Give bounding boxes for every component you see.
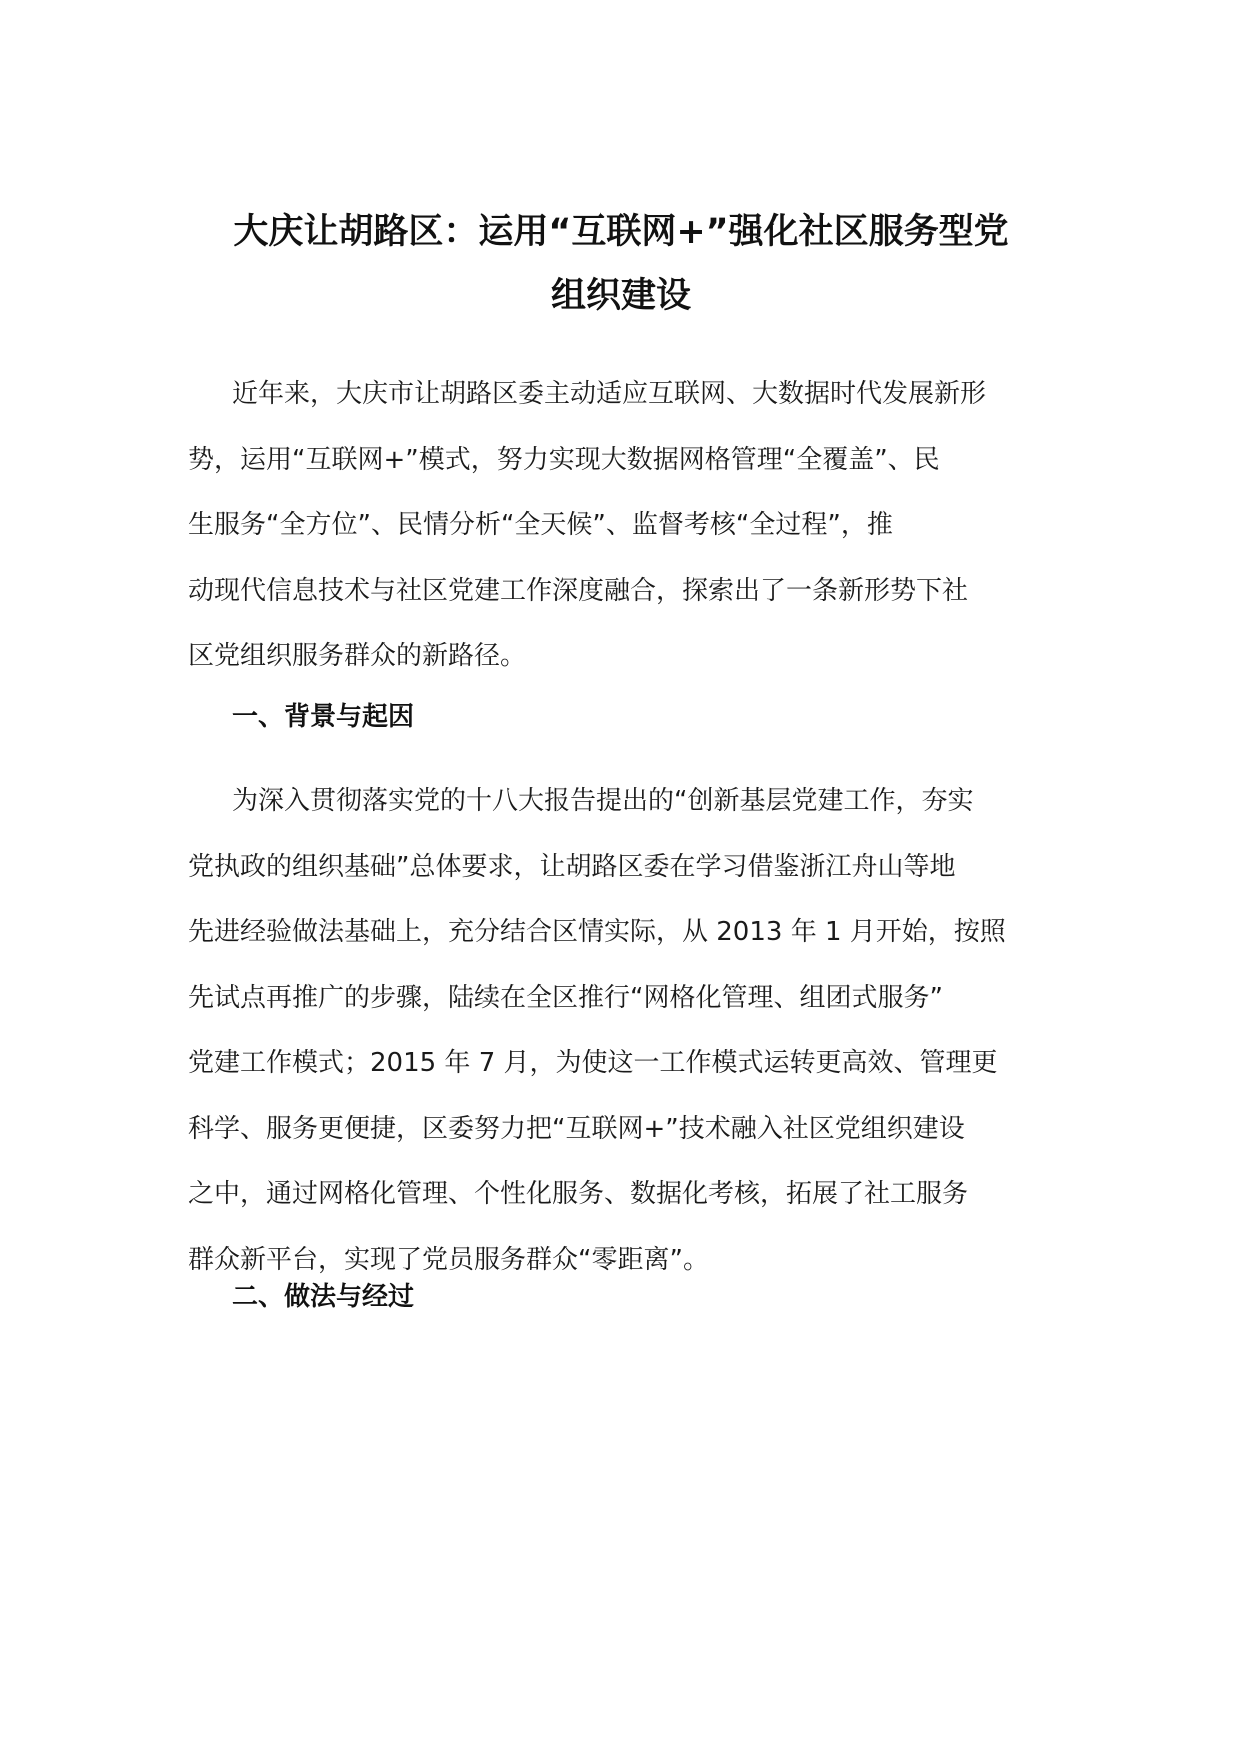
- paragraph-line: 为深入贯彻落实党的十八大报告提出的“创新基层党建工作，夯实: [232, 786, 974, 816]
- paragraph-line: 势，运用“互联网+”模式，努力实现大数据网格管理“全覆盖”、民: [188, 444, 940, 475]
- paragraph-line: 近年来，大庆市让胡路区委主动适应互联网、大数据时代发展新形: [232, 379, 987, 409]
- section-heading-background: 一、背景与起因: [232, 702, 415, 732]
- paragraph-line: 群众新平台，实现了党员服务群众“零距离”。: [188, 1244, 709, 1275]
- paragraph-line: 区党组织服务群众的新路径。: [188, 641, 527, 671]
- paragraph-line: 生服务“全方位”、民情分析“全天候”、监督考核“全过程”，推: [188, 510, 893, 540]
- paragraph-line: 之中，通过网格化管理、个性化服务、数据化考核，拓展了社工服务: [188, 1179, 969, 1209]
- intro-paragraph: [188, 362, 1058, 690]
- document-title: [188, 200, 1054, 328]
- title-line: 大庆让胡路区：运用“互联网+”强化社区服务型党: [233, 212, 1009, 252]
- paragraph-line: 先进经验做法基础上，充分结合区情实际，从 2013 年 1 月开始，按照: [188, 917, 1006, 947]
- title-line: 组织建设: [550, 276, 691, 316]
- background-paragraph: [188, 769, 1058, 1293]
- paragraph-line: 科学、服务更便捷，区委努力把“互联网+”技术融入社区党组织建设: [188, 1113, 965, 1144]
- paragraph-line: 动现代信息技术与社区党建工作深度融合，探索出了一条新形势下社: [188, 575, 969, 606]
- section-heading-approach: 二、做法与经过: [232, 1282, 415, 1312]
- paragraph-line: 党执政的组织基础”总体要求，让胡路区委在学习借鉴浙江舟山等地: [188, 851, 956, 882]
- paragraph-line: 党建工作模式；2015 年 7 月，为使这一工作模式运转更高效、管理更: [188, 1048, 998, 1078]
- paragraph-line: 先试点再推广的步骤，陆续在全区推行“网格化管理、组团式服务”: [188, 982, 943, 1013]
